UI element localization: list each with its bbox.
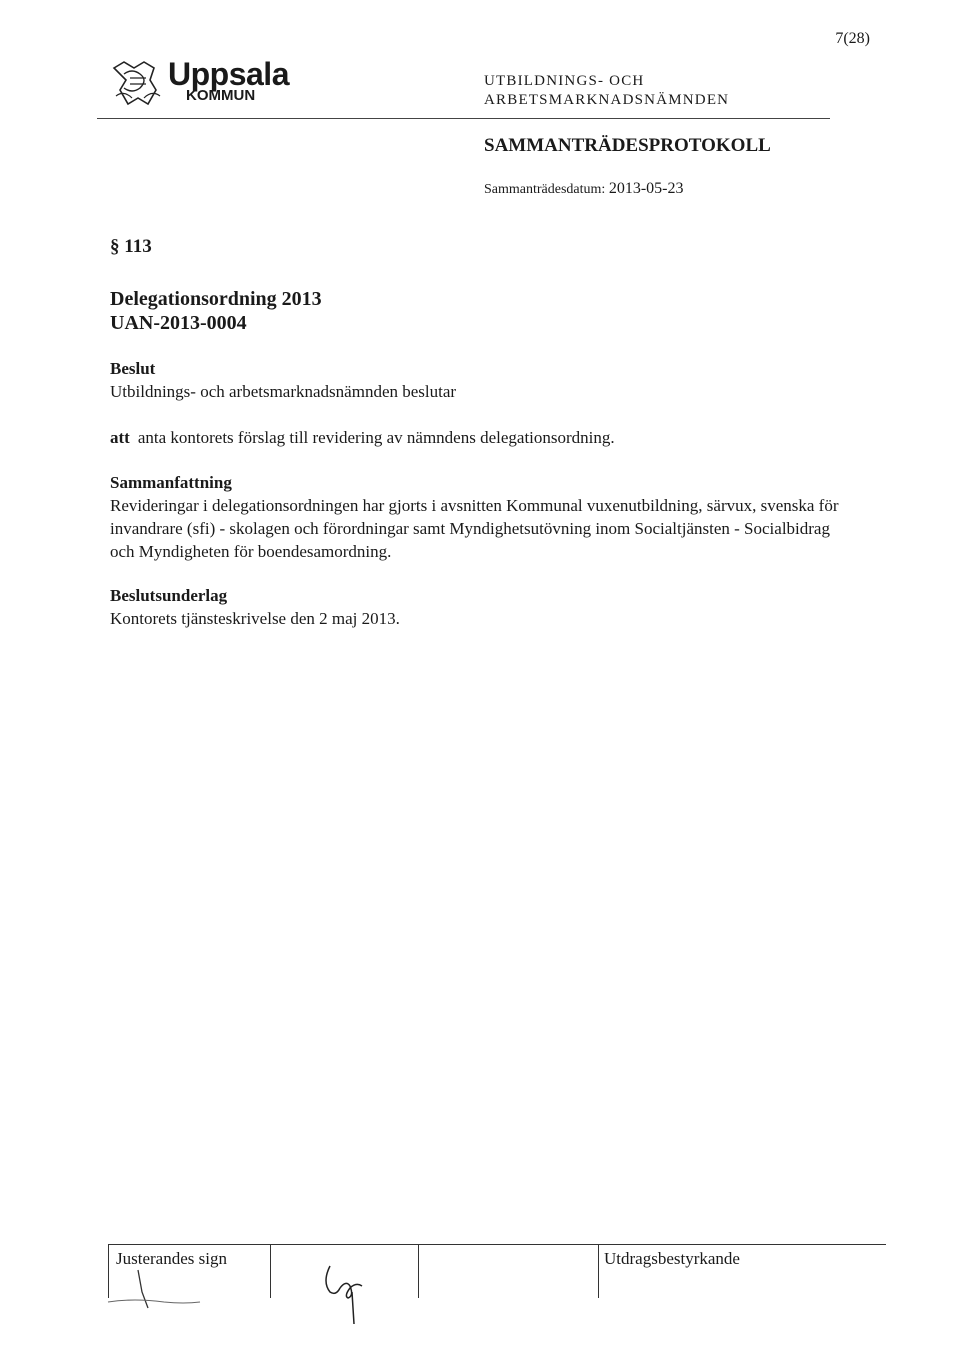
utdragsbestyrkande-label: Utdragsbestyrkande [604, 1249, 740, 1268]
paragraph-number: § 113 [110, 236, 152, 257]
footer-cell-gap-border [418, 1244, 419, 1298]
logo-sub: KOMMUN [186, 87, 256, 104]
sammanfattning-heading: Sammanfattning [110, 473, 232, 492]
beslut-heading: Beslut [110, 359, 156, 378]
beslutsunderlag-text: Kontorets tjänsteskrivelse den 2 maj 2013. [110, 609, 400, 628]
crest-icon [110, 60, 166, 108]
logo-name: Uppsala [168, 56, 289, 92]
item-title [110, 287, 322, 335]
organisation-name [484, 72, 729, 110]
decision-line [110, 428, 615, 448]
justerandes-sign-label: Justerandes sign [116, 1249, 227, 1268]
uppsala-kommun-logo [110, 56, 310, 108]
meeting-date-value: 2013-05-23 [608, 180, 684, 197]
decision-att: att [110, 428, 130, 447]
signature-initials-1 [104, 1262, 214, 1312]
page-number: 7(28) [835, 30, 870, 47]
meeting-date-label: Sammanträdesdatum: [484, 182, 606, 197]
beslutsunderlag-section [110, 584, 850, 630]
org-line-1: UTBILDNINGS- OCH [484, 73, 645, 89]
decision-text: anta kontorets förslag till revidering av nämndens delegationsordning. [137, 428, 615, 447]
org-line-2: ARBETSMARKNADSNÄMNDEN [484, 92, 730, 108]
signature-initials-2 [318, 1252, 378, 1332]
item-title-line-1: Delegationsordning 2013 [110, 288, 322, 310]
document-type: SAMMANTRÄDESPROTOKOLL [484, 135, 771, 156]
sammanfattning-section [110, 471, 850, 563]
beslut-text: Utbildnings- och arbetsmarknadsnämnden beslutar [110, 382, 457, 401]
footer-cell-signature-border [270, 1244, 271, 1298]
header-divider [97, 118, 830, 119]
footer-divider [108, 1244, 886, 1245]
beslut-section [110, 357, 850, 403]
footer-cell-right-border [598, 1244, 599, 1298]
sammanfattning-text: Revideringar i delegationsordningen har gjorts i avsnitten Kommunal vuxenutbildning, särvux, svenska för invandrare (sfi) - skolagen och förordningar samt Myndighetsutövning inom Socialtjänsten - Socialbidrag och Myndigheten för boendesamordning. [110, 496, 839, 561]
beslutsunderlag-heading: Beslutsunderlag [110, 586, 228, 605]
item-case-number: UAN-2013-0004 [110, 312, 247, 334]
meeting-date [484, 180, 683, 198]
